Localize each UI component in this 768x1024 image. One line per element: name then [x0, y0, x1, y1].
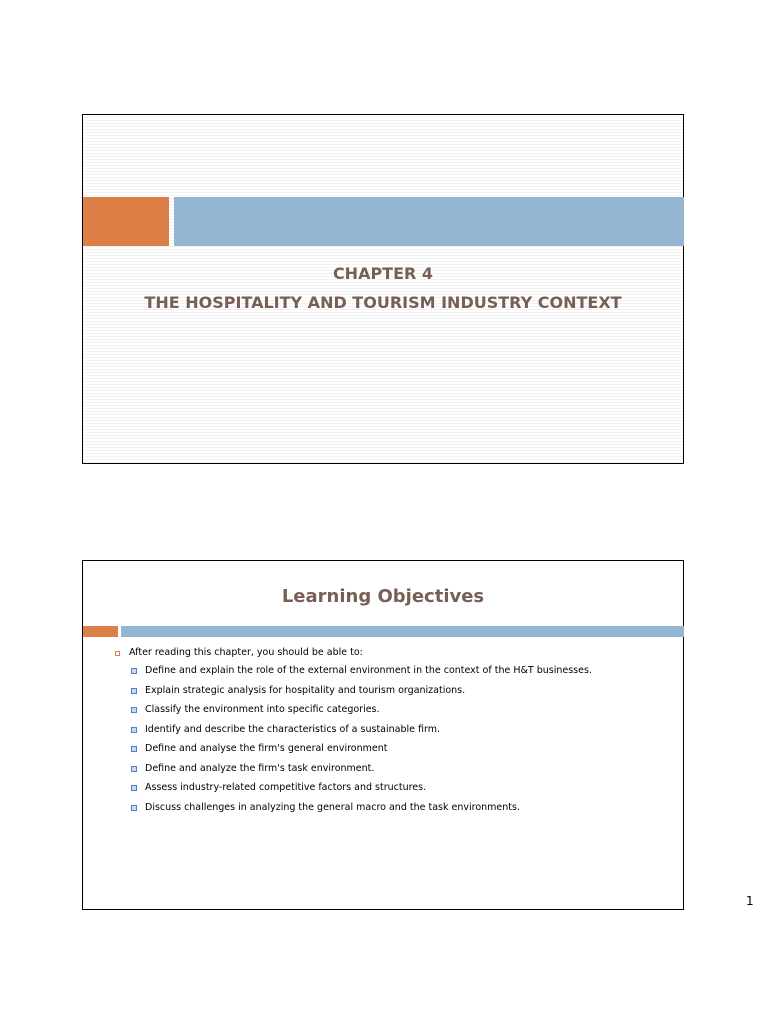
list-item — [129, 782, 592, 802]
square-bullet-icon — [131, 727, 137, 733]
objectives-list — [129, 665, 592, 821]
square-bullet-icon — [131, 785, 137, 791]
list-item — [129, 802, 592, 822]
objective-text: Identify and describe the characteristics of a sustainable firm. — [145, 723, 441, 735]
objective-text: Define and analyze the firm's task environment. — [145, 762, 375, 774]
objective-text: Define and analyse the firm's general environment — [145, 743, 388, 754]
square-bullet-icon — [131, 688, 137, 694]
slide-heading: Learning Objectives — [281, 586, 485, 607]
intro-text: After reading this chapter, you should be able to: — [129, 647, 363, 658]
square-bullet-icon — [131, 746, 137, 752]
list-item — [129, 665, 592, 685]
square-bullet-icon — [131, 707, 137, 713]
list-item — [129, 763, 592, 783]
slide-chapter-title — [82, 114, 684, 464]
objective-text: Define and explain the role of the external environment in the context of the H&T businesses. — [145, 665, 592, 676]
accent-bar-orange — [83, 197, 169, 246]
accent-bar-orange — [83, 626, 118, 637]
accent-bar-blue — [121, 626, 684, 637]
page-number: 1 — [746, 894, 754, 908]
slide-learning-objectives — [82, 560, 684, 910]
square-bullet-icon — [131, 766, 137, 772]
square-bullet-icon — [115, 651, 120, 656]
accent-bar-blue — [174, 197, 684, 246]
objective-text: Discuss challenges in analyzing the general macro and the task environments. — [145, 801, 520, 813]
list-item — [129, 743, 592, 763]
objective-text: Explain strategic analysis for hospitality and tourism organizations. — [145, 684, 466, 696]
chapter-title: THE HOSPITALITY AND TOURISM INDUSTRY CONTEXT — [144, 293, 622, 312]
list-item — [129, 724, 592, 744]
square-bullet-icon — [131, 668, 137, 674]
list-item — [129, 685, 592, 705]
square-bullet-icon — [131, 805, 137, 811]
chapter-number: CHAPTER 4 — [332, 264, 434, 283]
objective-text: Assess industry-related competitive factors and structures. — [145, 782, 427, 793]
objective-text: Classify the environment into specific categories. — [145, 704, 380, 715]
list-item — [129, 704, 592, 724]
